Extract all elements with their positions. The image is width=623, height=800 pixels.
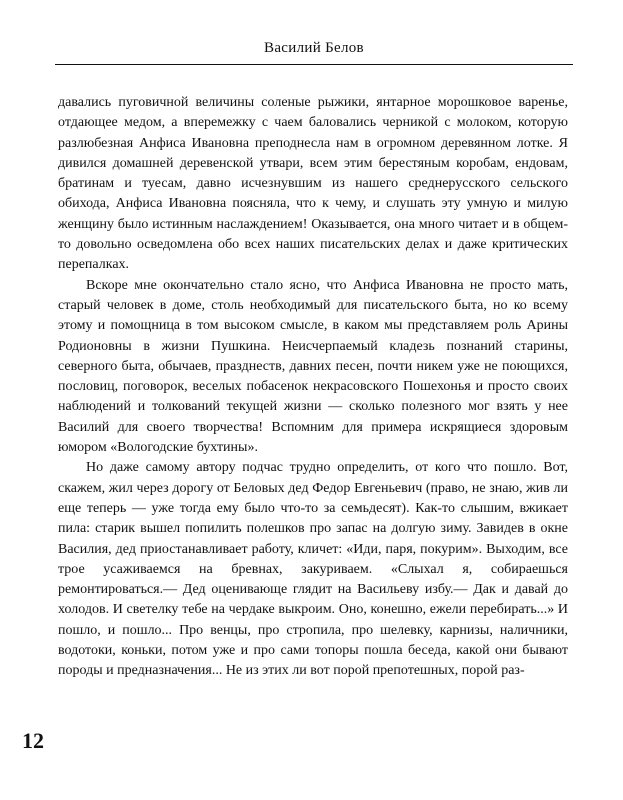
paragraph-1: давались пуговичной величины соленые рыжики, янтарное морошковое варенье, отдающее медом, а вперемежку с чаем баловались черникой с молоком, которую разлюбезная Анфиса Ивановна преподнесла нам в огромном деревянном лотке. Я дивился домашней деревенской утвари, всем этим берестяным коробам, ендовам, братинам и туесам, давно исчезнувшим из нашего среднерусского сельского обихода, Анфиса Ивановна поясняла, что к чему, и слушать эту умную и милую женщину было истинным наслаждением! Оказывается, она много читает и в общем-то довольно осведомлена обо всех наших писательских делах и даже критических перепалках. [58, 95, 568, 273]
page-number: 12 [22, 728, 44, 753]
running-title: Василий Белов [264, 40, 364, 56]
header-rule [55, 64, 573, 65]
body-text [58, 93, 568, 682]
paragraph-3: Но даже самому автору подчас трудно определить, от кого что пошло. Вот, скажем, жил через дорогу от Беловых дед Федор Евгеньевич (право, не знаю, жив ли еще теперь — уже тогда ему было что-то за семьдесят). Как-то слышим, вжикает пила: старик вышел попилить полешков про запас на долгую зиму. Завидев в окне Василия, дед приостанавливает работу, кличет: «Иди, паря, покурим». Выходим, все трое усаживаемся на бревнах, закуриваем. «Слыхал я, собираешься ремонтироваться.— Дед оценивающе глядит на Васильеву избу.— Дак и давай до холодов. И светелку тебе на чердаке выкроим. Оно, конешно, ежели перебирать...» И пошло, и пошло... Про венцы, про стропила, про шелевку, карнизы, наличники, водотоки, коньки, потом уже и про сами топоры пошла беседа, какой они бывают породы и предназначения... Не из этих ли вот порой препотешных, порой раз- [58, 460, 568, 679]
paragraph-2: Вскоре мне окончательно стало ясно, что Анфиса Ивановна не просто мать, старый человек в доме, столь необходимый для писательского быта, но ко всему этому и помощница в том высоком смысле, в каком мы представляем роль Арины Родионовны в жизни Пушкина. Неисчерпаемый кладезь познаний старины, северного быта, обычаев, празднеств, давних песен, почти никем уже не поющихся, пословиц, поговорок, веселых побасенок некрасовского Пошехонья и просто своих наблюдений и толкований текущей жизни — сколько полезного мог взять у нее Василий для своего творчества! Вспомним для примера искрящиеся здоровым юмором «Вологодские бухтины». [58, 277, 568, 456]
